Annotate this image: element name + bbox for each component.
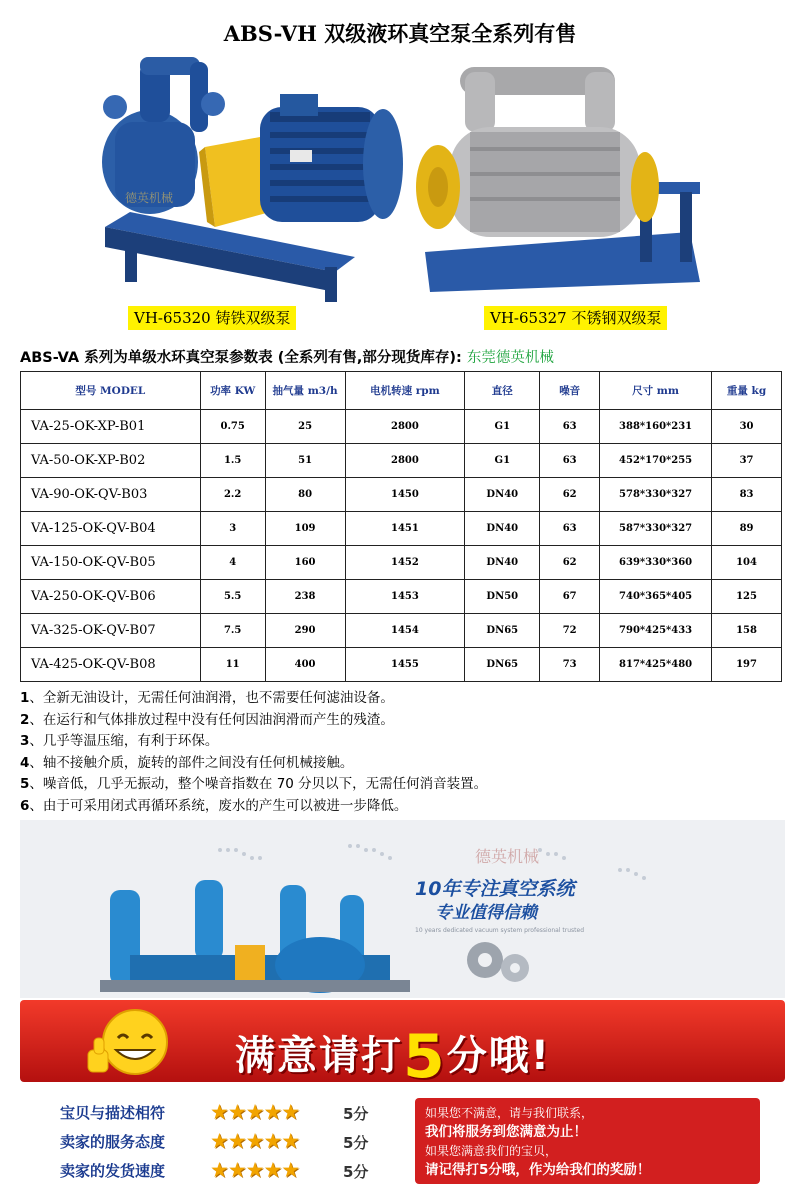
- feature-item: 6、由于可采用闭式再循环系统，废水的产生可以被进一步降低。: [20, 797, 408, 814]
- cell-rpm: 2800: [345, 444, 465, 478]
- rating-row-description: [60, 1100, 369, 1128]
- cell-weight: 104: [712, 546, 782, 580]
- cell-rpm: 1451: [345, 512, 465, 546]
- feature-item: 4、轴不接触介质，旋转的部件之间没有任何机械接触。: [20, 754, 354, 771]
- col-header-weight: 重量 kg: [712, 372, 782, 410]
- cell-weight: 83: [712, 478, 782, 512]
- banner-small: 10 years dedicated vacuum system professional trusted: [415, 927, 585, 934]
- cell-size: 452*170*255: [600, 444, 712, 478]
- rating-banner: [20, 1000, 785, 1195]
- table-row: [21, 512, 782, 546]
- cell-noise: 63: [540, 512, 600, 546]
- rating-label: 卖家的发货速度: [60, 1162, 166, 1180]
- table-heading-main: ABS-VA 系列为单级水环真空泵参数表 (全系列有售,部分现货库存):: [20, 350, 462, 366]
- cell-weight: 37: [712, 444, 782, 478]
- cell-size: 578*330*327: [600, 478, 712, 512]
- rating-score: 5分: [343, 1134, 369, 1152]
- cell-power: 11: [200, 648, 265, 682]
- cell-noise: 63: [540, 444, 600, 478]
- cell-size: 817*425*480: [600, 648, 712, 682]
- page-title: ABS-VH 双级液环真空泵全系列有售: [223, 21, 577, 46]
- table-row: [21, 444, 782, 478]
- cell-rpm: 1454: [345, 614, 465, 648]
- star-icon: ★★★★★: [210, 1100, 300, 1124]
- table-heading-brand: 东莞德英机械: [466, 350, 554, 366]
- banner-line2: 专业值得信赖: [435, 903, 537, 923]
- rating-score: 5分: [343, 1163, 369, 1181]
- cell-rpm: 1450: [345, 478, 465, 512]
- spec-table: [20, 371, 782, 682]
- banner-brand: 德英机械: [475, 847, 540, 866]
- cell-noise: 62: [540, 546, 600, 580]
- cell-noise: 72: [540, 614, 600, 648]
- cell-power: 3: [200, 512, 265, 546]
- rating-score: 5分: [343, 1105, 369, 1123]
- caption-stainless: VH-65327 不锈钢双级泵: [484, 306, 667, 330]
- notice-line: 请记得打5分哦，作为给我们的奖励！: [425, 1162, 651, 1178]
- table-row: [21, 546, 782, 580]
- cell-size: 790*425*433: [600, 614, 712, 648]
- star-icon: ★★★★★: [210, 1129, 300, 1153]
- cell-noise: 73: [540, 648, 600, 682]
- cell-diameter: DN65: [465, 614, 540, 648]
- rating-label: 卖家的服务态度: [60, 1133, 166, 1151]
- caption-cast-iron: VH-65320 铸铁双级泵: [128, 306, 296, 330]
- cell-rpm: 1455: [345, 648, 465, 682]
- cell-weight: 30: [712, 410, 782, 444]
- col-header-rpm: 电机转速 rpm: [345, 372, 465, 410]
- cell-airflow: 160: [265, 546, 345, 580]
- cell-airflow: 80: [265, 478, 345, 512]
- rating-headline-bar: [20, 1000, 785, 1092]
- feature-list: [20, 688, 790, 817]
- notice-line: 我们将服务到您满意为止！: [425, 1124, 587, 1140]
- notice-line: 如果您不满意，请与我们联系，: [425, 1106, 594, 1120]
- cell-model: VA-125-OK-QV-B04: [21, 512, 201, 546]
- col-header-noise: 噪音: [540, 372, 600, 410]
- notice-line: 如果您满意我们的宝贝，: [425, 1144, 558, 1158]
- banner-line1: 10年专注真空系统: [415, 878, 575, 900]
- cell-diameter: DN40: [465, 546, 540, 580]
- cell-weight: 158: [712, 614, 782, 648]
- cell-diameter: DN65: [465, 648, 540, 682]
- table-row: [21, 614, 782, 648]
- cell-power: 0.75: [200, 410, 265, 444]
- cell-rpm: 2800: [345, 410, 465, 444]
- cell-airflow: 400: [265, 648, 345, 682]
- cell-airflow: 51: [265, 444, 345, 478]
- cell-size: 388*160*231: [600, 410, 712, 444]
- rating-row-service: [60, 1129, 369, 1157]
- cell-weight: 125: [712, 580, 782, 614]
- cell-airflow: 109: [265, 512, 345, 546]
- cell-noise: 67: [540, 580, 600, 614]
- cell-model: VA-325-OK-QV-B07: [21, 614, 201, 648]
- cell-power: 5.5: [200, 580, 265, 614]
- col-header-power: 功率 KW: [200, 372, 265, 410]
- cell-model: VA-150-OK-QV-B05: [21, 546, 201, 580]
- cell-size: 639*330*360: [600, 546, 712, 580]
- cell-model: VA-25-OK-XP-B01: [21, 410, 201, 444]
- rating-label: 宝贝与描述相符: [60, 1104, 166, 1122]
- cell-model: VA-250-OK-QV-B06: [21, 580, 201, 614]
- cell-size: 740*365*405: [600, 580, 712, 614]
- rating-row-shipping: [60, 1158, 369, 1186]
- cell-airflow: 25: [265, 410, 345, 444]
- cell-power: 2.2: [200, 478, 265, 512]
- cell-rpm: 1453: [345, 580, 465, 614]
- cell-diameter: DN40: [465, 478, 540, 512]
- table-row: [21, 648, 782, 682]
- cell-model: VA-90-OK-QV-B03: [21, 478, 201, 512]
- col-header-airflow: 抽气量 m3/h: [265, 372, 345, 410]
- cell-diameter: G1: [465, 444, 540, 478]
- col-header-model: 型号 MODEL: [21, 372, 201, 410]
- cell-diameter: DN50: [465, 580, 540, 614]
- table-row: [21, 410, 782, 444]
- cell-airflow: 290: [265, 614, 345, 648]
- cell-power: 7.5: [200, 614, 265, 648]
- table-row: [21, 580, 782, 614]
- rating-headline: 满意请打5分哦!: [235, 1022, 551, 1092]
- cell-noise: 62: [540, 478, 600, 512]
- cell-weight: 197: [712, 648, 782, 682]
- cell-size: 587*330*327: [600, 512, 712, 546]
- feature-item: 2、在运行和气体排放过程中没有任何因油润滑而产生的残渣。: [20, 711, 394, 728]
- smiley-thumbs-up-icon: [80, 1000, 190, 1082]
- stainless-pump-photo: [410, 52, 710, 307]
- cell-noise: 63: [540, 410, 600, 444]
- table-heading: [20, 346, 554, 367]
- col-header-diameter: 直径: [465, 372, 540, 410]
- table-header-row: [21, 372, 782, 410]
- col-header-size: 尺寸 mm: [600, 372, 712, 410]
- cell-model: VA-425-OK-QV-B08: [21, 648, 201, 682]
- watermark: 德英机械: [125, 191, 174, 205]
- cell-rpm: 1452: [345, 546, 465, 580]
- cell-model: VA-50-OK-XP-B02: [21, 444, 201, 478]
- cell-diameter: G1: [465, 410, 540, 444]
- feature-item: 5、噪音低，几乎无振动，整个噪音指数在 70 分贝以下，无需任何消音装置。: [20, 776, 488, 792]
- table-row: [21, 478, 782, 512]
- cell-weight: 89: [712, 512, 782, 546]
- cell-power: 1.5: [200, 444, 265, 478]
- star-icon: ★★★★★: [210, 1158, 300, 1182]
- cell-power: 4: [200, 546, 265, 580]
- feature-item: 3、几乎等温压缩，有利于环保。: [20, 733, 219, 749]
- cell-diameter: DN40: [465, 512, 540, 546]
- feature-item: 1、全新无油设计，无需任何油润滑，也不需要任何滤油设备。: [20, 690, 394, 706]
- promo-banner: [20, 820, 785, 998]
- cell-airflow: 238: [265, 580, 345, 614]
- cast-iron-pump-photo: [85, 52, 420, 307]
- notice-box: [415, 1098, 760, 1184]
